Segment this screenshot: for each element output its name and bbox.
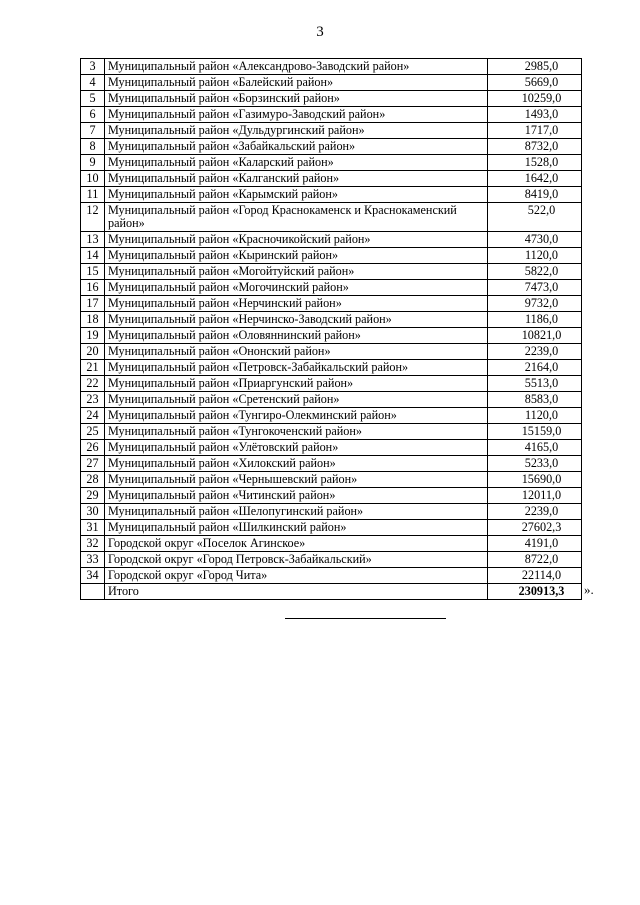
amount-cell: 8722,0: [488, 552, 582, 568]
amount-cell: 5233,0: [488, 456, 582, 472]
municipality-name-cell: Муниципальный район «Город Краснокаменск и Краснокаменский район»: [105, 203, 488, 232]
amount-cell: 5822,0: [488, 264, 582, 280]
row-number-cell: 10: [81, 171, 105, 187]
municipality-name-cell: Муниципальный район «Сретенский район»: [105, 392, 488, 408]
row-number-cell: 23: [81, 392, 105, 408]
amount-cell: 1186,0: [488, 312, 582, 328]
amount-cell: 1493,0: [488, 107, 582, 123]
row-number-cell: 28: [81, 472, 105, 488]
municipality-name-cell: Муниципальный район «Хилокский район»: [105, 456, 488, 472]
row-number-cell: 3: [81, 59, 105, 75]
municipality-name-cell: Муниципальный район «Ононский район»: [105, 344, 488, 360]
table-row: [81, 472, 582, 488]
row-number-cell: 8: [81, 139, 105, 155]
row-number-cell: 33: [81, 552, 105, 568]
table-row: [81, 107, 582, 123]
municipality-name-cell: Муниципальный район «Дульдургинский район»: [105, 123, 488, 139]
amount-cell: 4730,0: [488, 232, 582, 248]
municipality-name-cell: Муниципальный район «Тунгиро-Олекминский район»: [105, 408, 488, 424]
table-row: [81, 552, 582, 568]
amount-cell: 7473,0: [488, 280, 582, 296]
municipality-name-cell: Городской округ «Город Петровск-Забайкальский»: [105, 552, 488, 568]
municipality-name-cell: Муниципальный район «Забайкальский район»: [105, 139, 488, 155]
table-row: [81, 424, 582, 440]
municipality-name-cell: Муниципальный район «Александрово-Заводский район»: [105, 59, 488, 75]
row-number-cell: 5: [81, 91, 105, 107]
row-number-cell: [81, 584, 105, 600]
row-number-cell: 30: [81, 504, 105, 520]
amount-cell: 2985,0: [488, 59, 582, 75]
document-end-line: [285, 618, 446, 619]
amount-cell: 2239,0: [488, 504, 582, 520]
allocation-table: [80, 58, 582, 600]
municipality-name-cell: Муниципальный район «Газимуро-Заводский район»: [105, 107, 488, 123]
municipality-name-cell: Городской округ «Город Чита»: [105, 568, 488, 584]
table-row: [81, 75, 582, 91]
table-row: [81, 328, 582, 344]
municipality-name-cell: Муниципальный район «Борзинский район»: [105, 91, 488, 107]
amount-cell: 522,0: [488, 203, 582, 232]
row-number-cell: 19: [81, 328, 105, 344]
amount-cell: 5669,0: [488, 75, 582, 91]
table-row: [81, 568, 582, 584]
municipality-name-cell: Муниципальный район «Улётовский район»: [105, 440, 488, 456]
table-total-row: [81, 584, 582, 600]
table-row: [81, 440, 582, 456]
amount-cell: 15159,0: [488, 424, 582, 440]
table-body: [81, 59, 582, 600]
table-row: [81, 520, 582, 536]
table-row: [81, 392, 582, 408]
row-number-cell: 32: [81, 536, 105, 552]
row-number-cell: 26: [81, 440, 105, 456]
row-number-cell: 14: [81, 248, 105, 264]
table-row: [81, 504, 582, 520]
table-row: [81, 155, 582, 171]
row-number-cell: 7: [81, 123, 105, 139]
amount-cell: 8419,0: [488, 187, 582, 203]
row-number-cell: 9: [81, 155, 105, 171]
amount-cell: 10821,0: [488, 328, 582, 344]
amount-cell: 1120,0: [488, 408, 582, 424]
table-row: [81, 280, 582, 296]
table-row: [81, 123, 582, 139]
row-number-cell: 27: [81, 456, 105, 472]
table-row: [81, 59, 582, 75]
amount-cell: 4165,0: [488, 440, 582, 456]
row-number-cell: 13: [81, 232, 105, 248]
row-number-cell: 21: [81, 360, 105, 376]
table-row: [81, 408, 582, 424]
municipality-name-cell: Муниципальный район «Приаргунский район»: [105, 376, 488, 392]
row-number-cell: 22: [81, 376, 105, 392]
table-row: [81, 203, 582, 232]
amount-cell: 10259,0: [488, 91, 582, 107]
municipality-name-cell: Муниципальный район «Петровск-Забайкальский район»: [105, 360, 488, 376]
amount-cell: 1717,0: [488, 123, 582, 139]
row-number-cell: 15: [81, 264, 105, 280]
municipality-name-cell: Муниципальный район «Могойтуйский район»: [105, 264, 488, 280]
municipality-name-cell: Муниципальный район «Балейский район»: [105, 75, 488, 91]
row-number-cell: 29: [81, 488, 105, 504]
row-number-cell: 24: [81, 408, 105, 424]
row-number-cell: 18: [81, 312, 105, 328]
amount-cell: 9732,0: [488, 296, 582, 312]
amount-cell: 8583,0: [488, 392, 582, 408]
municipality-name-cell: Муниципальный район «Шелопугинский район»: [105, 504, 488, 520]
amount-cell: 27602,3: [488, 520, 582, 536]
amount-cell: 2164,0: [488, 360, 582, 376]
row-number-cell: 17: [81, 296, 105, 312]
amount-cell: 230913,3: [488, 584, 582, 600]
page-number: 3: [316, 24, 324, 40]
municipality-name-cell: Муниципальный район «Оловяннинский район»: [105, 328, 488, 344]
table-row: [81, 91, 582, 107]
row-number-cell: 20: [81, 344, 105, 360]
amount-cell: 5513,0: [488, 376, 582, 392]
municipality-name-cell: Муниципальный район «Читинский район»: [105, 488, 488, 504]
table-row: [81, 456, 582, 472]
municipality-name-cell: Муниципальный район «Могочинский район»: [105, 280, 488, 296]
municipality-name-cell: Итого: [105, 584, 488, 600]
row-number-cell: 16: [81, 280, 105, 296]
municipality-name-cell: Муниципальный район «Калганский район»: [105, 171, 488, 187]
closing-quote-mark: ».: [584, 582, 594, 597]
table-row: [81, 536, 582, 552]
row-number-cell: 11: [81, 187, 105, 203]
municipality-name-cell: Муниципальный район «Красночикойский район»: [105, 232, 488, 248]
table-row: [81, 360, 582, 376]
table-row: [81, 139, 582, 155]
table-row: [81, 344, 582, 360]
amount-cell: 1528,0: [488, 155, 582, 171]
municipality-name-cell: Муниципальный район «Шилкинский район»: [105, 520, 488, 536]
municipality-name-cell: Муниципальный район «Нерчинский район»: [105, 296, 488, 312]
table-row: [81, 376, 582, 392]
table-row: [81, 171, 582, 187]
amount-cell: 2239,0: [488, 344, 582, 360]
municipality-name-cell: Муниципальный район «Кыринский район»: [105, 248, 488, 264]
table-row: [81, 232, 582, 248]
row-number-cell: 34: [81, 568, 105, 584]
table-row: [81, 312, 582, 328]
table-row: [81, 248, 582, 264]
amount-cell: 1120,0: [488, 248, 582, 264]
table-row: [81, 264, 582, 280]
amount-cell: 1642,0: [488, 171, 582, 187]
amount-cell: 12011,0: [488, 488, 582, 504]
municipality-name-cell: Муниципальный район «Тунгокоченский район»: [105, 424, 488, 440]
row-number-cell: 25: [81, 424, 105, 440]
row-number-cell: 6: [81, 107, 105, 123]
row-number-cell: 12: [81, 203, 105, 232]
amount-cell: 22114,0: [488, 568, 582, 584]
municipality-name-cell: Муниципальный район «Карымский район»: [105, 187, 488, 203]
row-number-cell: 31: [81, 520, 105, 536]
amount-cell: 15690,0: [488, 472, 582, 488]
municipality-name-cell: Городской округ «Поселок Агинское»: [105, 536, 488, 552]
amount-cell: 4191,0: [488, 536, 582, 552]
table-row: [81, 187, 582, 203]
table-row: [81, 488, 582, 504]
municipality-name-cell: Муниципальный район «Чернышевский район»: [105, 472, 488, 488]
municipality-name-cell: Муниципальный район «Каларский район»: [105, 155, 488, 171]
table-row: [81, 296, 582, 312]
municipality-name-cell: Муниципальный район «Нерчинско-Заводский район»: [105, 312, 488, 328]
amount-cell: 8732,0: [488, 139, 582, 155]
row-number-cell: 4: [81, 75, 105, 91]
